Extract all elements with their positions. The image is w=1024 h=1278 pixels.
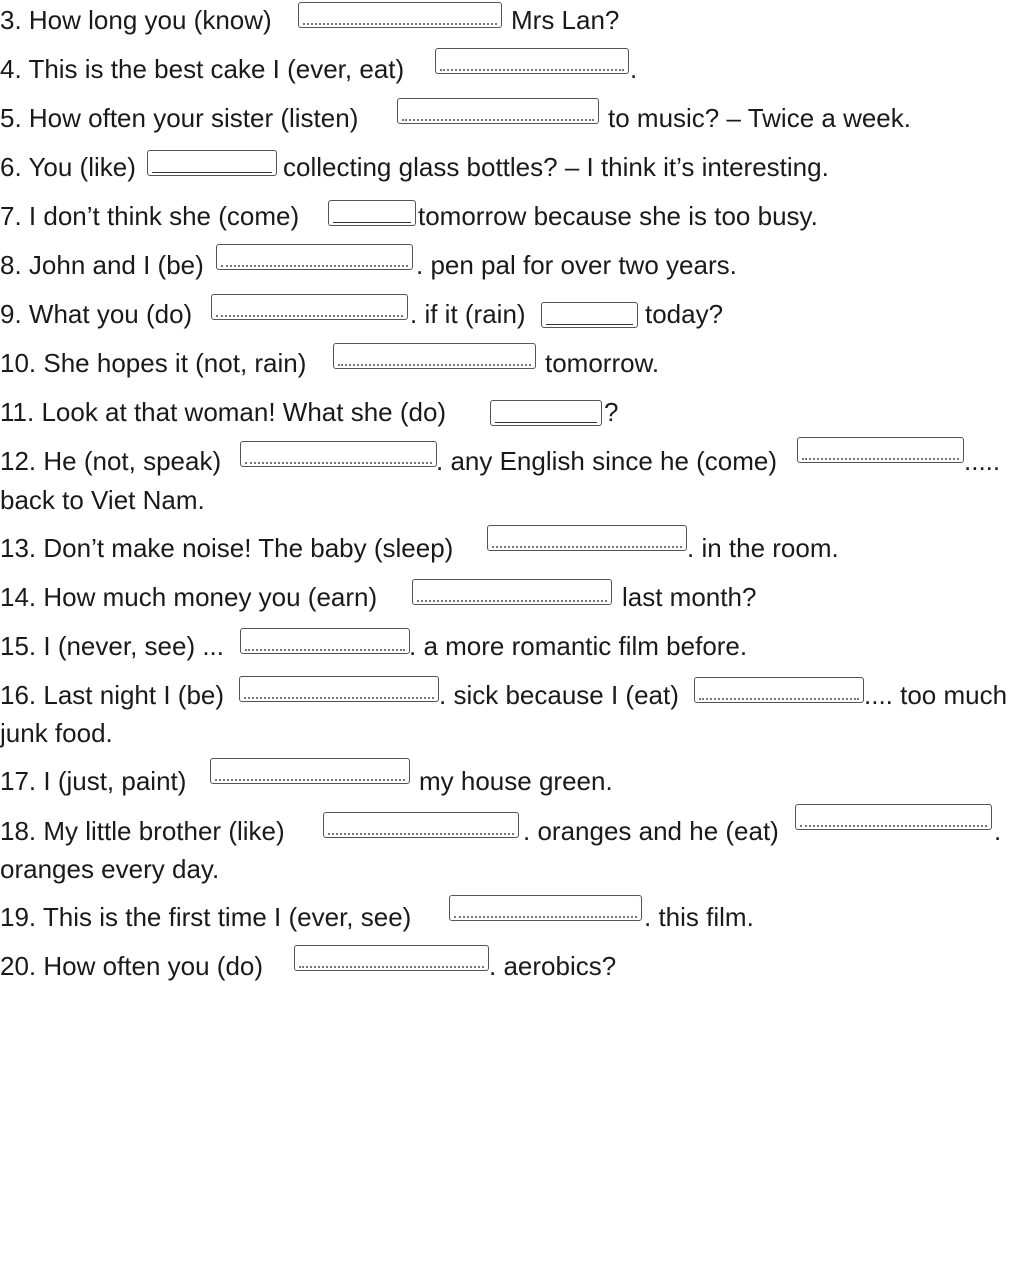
question-18-middle: . oranges and he (eat) (523, 816, 779, 846)
answer-box-17[interactable] (210, 758, 410, 784)
question-8-text: 8. John and I (be) (0, 250, 204, 280)
answer-box-14[interactable] (412, 579, 612, 605)
question-12-middle: . any English since he (come) (436, 446, 778, 476)
question-9-middle: . if it (rain) (410, 299, 526, 329)
question-18-text: 18. My little brother (like) (0, 816, 285, 846)
question-8-suffix: . pen pal for over two years. (416, 250, 737, 280)
question-6-suffix: collecting glass bottles? – I think it’s interesting. (283, 152, 829, 182)
answer-box-15[interactable] (240, 628, 410, 654)
question-13-text: 13. Don’t make noise! The baby (sleep) (0, 533, 454, 563)
answer-box-18a[interactable] (323, 812, 519, 838)
answer-box-9b[interactable] (541, 302, 638, 328)
question-11-suffix: ? (604, 397, 619, 427)
question-16-text: 16. Last night I (be) (0, 680, 225, 710)
answer-box-7[interactable] (328, 200, 416, 226)
question-9-suffix: today? (645, 299, 724, 329)
answer-box-4[interactable] (435, 48, 629, 74)
question-5-text: 5. How often your sister (listen) (0, 103, 359, 133)
question-9-text: 9. What you (do) (0, 299, 193, 329)
question-20-text: 20. How often you (do) (0, 951, 264, 981)
answer-box-19[interactable] (449, 895, 642, 921)
question-13-suffix: . in the room. (687, 533, 839, 563)
answer-box-6[interactable] (147, 150, 277, 176)
question-12-continuation: back to Viet Nam. (0, 485, 205, 515)
question-5-suffix: to music? – Twice a week. (608, 103, 911, 133)
answer-box-9a[interactable] (211, 294, 408, 320)
question-6-text: 6. You (like) (0, 152, 136, 182)
question-16-continuation: junk food. (0, 718, 113, 748)
question-7-suffix: tomorrow because she is too busy. (418, 201, 818, 231)
question-15-text: 15. I (never, see) ... (0, 631, 224, 661)
question-7-text: 7. I don’t think she (come) (0, 201, 300, 231)
question-17-suffix: my house green. (419, 766, 613, 796)
answer-box-18b[interactable] (795, 804, 992, 830)
answer-box-5[interactable] (397, 98, 599, 124)
question-14-suffix: last month? (622, 582, 757, 612)
answer-box-12a[interactable] (240, 441, 437, 467)
question-10-suffix: tomorrow. (545, 348, 660, 378)
answer-box-3[interactable] (298, 2, 502, 28)
answer-box-16b[interactable] (694, 677, 864, 703)
answer-box-11[interactable] (490, 400, 602, 426)
answer-box-10[interactable] (333, 343, 536, 369)
question-12-text: 12. He (not, speak) (0, 446, 222, 476)
question-15-suffix: . a more romantic film before. (409, 631, 748, 661)
question-16-middle: . sick because I (eat) (439, 680, 679, 710)
answer-box-13[interactable] (487, 525, 687, 551)
question-19-text: 19. This is the first time I (ever, see) (0, 902, 412, 932)
question-17-text: 17. I (just, paint) (0, 766, 187, 796)
answer-box-12b[interactable] (797, 437, 964, 463)
answer-box-16a[interactable] (239, 676, 439, 702)
question-3-suffix: Mrs Lan? (511, 5, 620, 35)
question-14-text: 14. How much money you (earn) (0, 582, 378, 612)
question-4-suffix: . (630, 54, 638, 84)
question-18-continuation: oranges every day. (0, 854, 220, 884)
question-10-text: 10. She hopes it (not, rain) (0, 348, 307, 378)
answer-box-8[interactable] (216, 244, 413, 270)
question-11-text: 11. Look at that woman! What she (do) (0, 397, 447, 427)
question-4-text: 4. This is the best cake I (ever, eat) (0, 54, 405, 84)
question-18-dot: . (994, 816, 1002, 846)
question-20-suffix: . aerobics? (489, 951, 617, 981)
question-19-suffix: . this film. (644, 902, 754, 932)
question-12-dots: ..... (964, 446, 1001, 476)
answer-box-20[interactable] (294, 945, 489, 971)
question-3-text: 3. How long you (know) (0, 5, 272, 35)
question-16-dots: .... too much (864, 680, 1008, 710)
